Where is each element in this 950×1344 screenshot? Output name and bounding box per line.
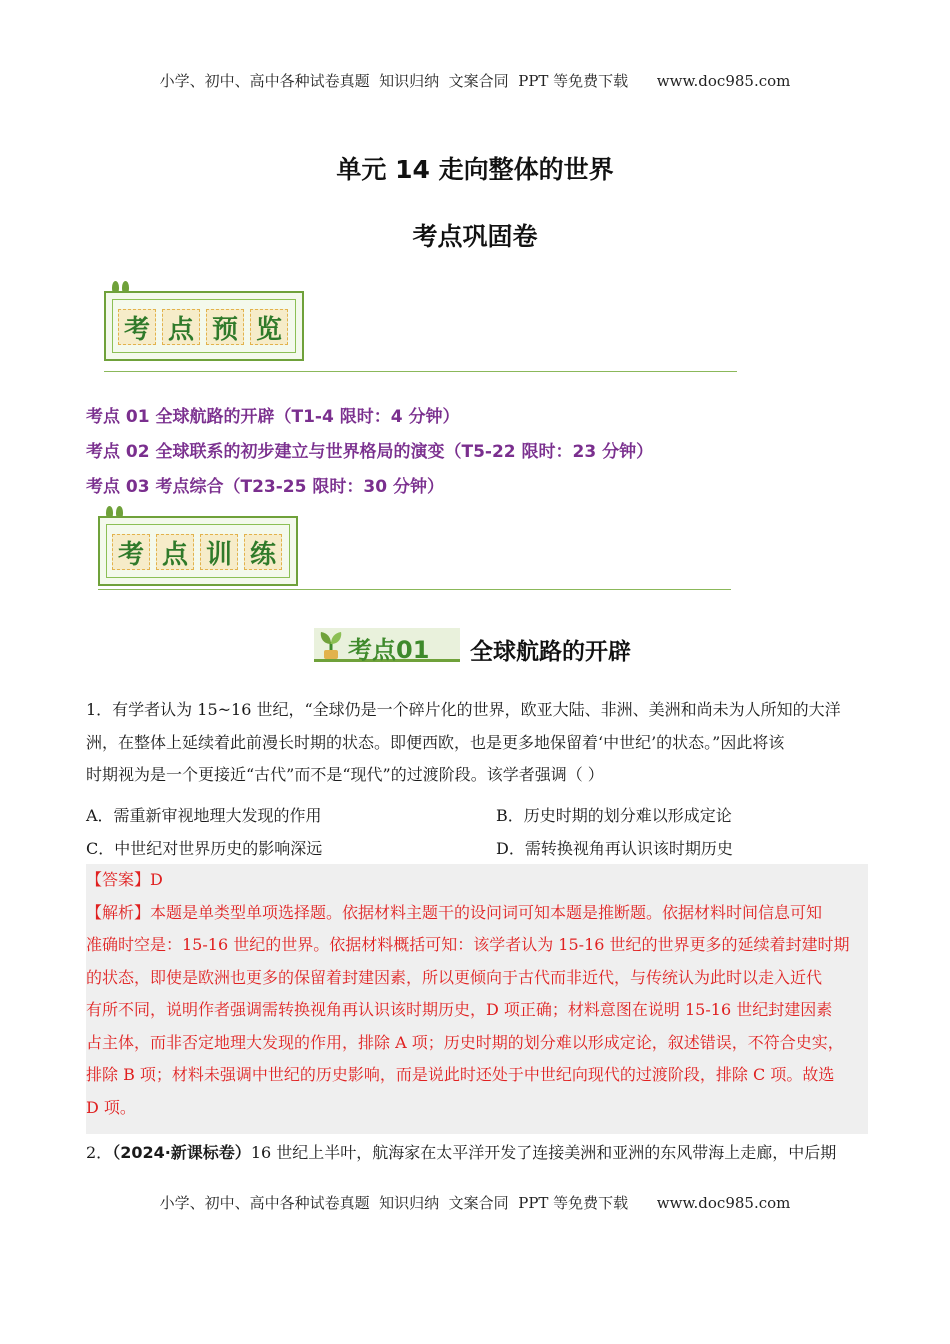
analysis-line: 排除 B 项；材料未强调中世纪的历史影响，而是说此时还处于中世纪向现代的过渡阶段，排除 C 项。故选 bbox=[86, 1065, 835, 1084]
analysis-line: 【解析】本题是单类型单项选择题。依据材料主题干的设问词可知本题是推断题。依据材料时间信息可知 bbox=[86, 902, 823, 922]
badge-char: 训 bbox=[200, 534, 238, 570]
divider bbox=[98, 589, 731, 590]
option-c: C．中世纪对世界历史的影响深远 bbox=[86, 839, 323, 858]
question-1-line: 1．有学者认为 15~16 世纪，“全球仍是一个碎片化的世界，欧亚大陆、非洲、美洲和尚未为人所知的大洋 bbox=[86, 700, 841, 719]
outline-item-3: 考点 03 考点综合（T23-25 限时：30 分钟） bbox=[86, 477, 444, 497]
question-2-number: 2． bbox=[86, 1143, 113, 1162]
section-badge-label: 考点01 bbox=[348, 636, 430, 664]
badge-char: 预 bbox=[206, 309, 244, 345]
question-1-line: 时期视为是一个更接近“古代”而不是“现代”的过渡阶段。该学者强调（ ） bbox=[86, 765, 604, 784]
badge-char: 览 bbox=[250, 309, 288, 345]
badge-char: 点 bbox=[156, 534, 194, 570]
badge-char: 考 bbox=[112, 534, 150, 570]
plant-icon bbox=[318, 630, 344, 660]
badge-char: 考 bbox=[118, 309, 156, 345]
page-footer: 小学、初中、高中各种试卷真题 知识归纳 文案合同 PPT 等免费下载 www.doc985.com bbox=[159, 1194, 791, 1212]
badge-char: 点 bbox=[162, 309, 200, 345]
option-a: A．需重新审视地理大发现的作用 bbox=[86, 806, 322, 825]
preview-badge bbox=[104, 291, 306, 363]
question-1-line: 洲，在整体上延续着此前漫长时期的状态。即便西欧，也是更多地保留着‘中世纪’的状态。”因此将该 bbox=[86, 732, 785, 752]
analysis-line: 有所不同，说明作者强调需转换视角再认识该时期历史，D 项正确；材料意图在说明 15-16 世纪封建因素 bbox=[86, 1000, 833, 1019]
page-header: 小学、初中、高中各种试卷真题 知识归纳 文案合同 PPT 等免费下载 www.doc985.com bbox=[159, 72, 791, 90]
answer-label: 【答案】D bbox=[86, 870, 163, 889]
section-badge bbox=[314, 628, 460, 664]
badge-char: 练 bbox=[244, 534, 282, 570]
question-1 bbox=[86, 694, 868, 792]
question-2-text: 16 世纪上半叶，航海家在太平洋开发了连接美洲和亚洲的东风带海上走廊，中后期 bbox=[250, 1143, 837, 1162]
analysis-line: 的状态，即使是欧洲也更多的保留着封建因素，所以更倾向于古代而非近代，与传统认为此时以走入近代 bbox=[86, 967, 823, 987]
section-title: 全球航路的开辟 bbox=[470, 639, 631, 665]
answer-block bbox=[86, 864, 868, 1124]
option-d: D．需转换视角再认识该时期历史 bbox=[496, 839, 733, 858]
analysis-line: 准确时空是：15-16 世纪的世界。依据材料概括可知：该学者认为 15-16 世纪的世界更多的延续着封建时期 bbox=[86, 935, 850, 954]
divider bbox=[104, 371, 737, 372]
page-subtitle: 考点巩固卷 bbox=[412, 222, 538, 251]
outline-item-2: 考点 02 全球联系的初步建立与世界格局的演变（T5-22 限时：23 分钟） bbox=[86, 442, 654, 462]
training-badge bbox=[98, 516, 300, 588]
analysis-line: 占主体，而非否定地理大发现的作用，排除 A 项；历史时期的划分难以形成定论，叙述错误，不符合史实， bbox=[86, 1032, 844, 1052]
question-2-source: （2024·新课标卷） bbox=[112, 1143, 251, 1162]
option-b: B．历史时期的划分难以形成定论 bbox=[496, 806, 732, 825]
outline-item-1: 考点 01 全球航路的开辟（T1-4 限时：4 分钟） bbox=[86, 407, 460, 427]
analysis-line: D 项。 bbox=[86, 1097, 136, 1117]
question-2 bbox=[86, 1137, 868, 1169]
page-title: 单元 14 走向整体的世界 bbox=[336, 155, 614, 184]
